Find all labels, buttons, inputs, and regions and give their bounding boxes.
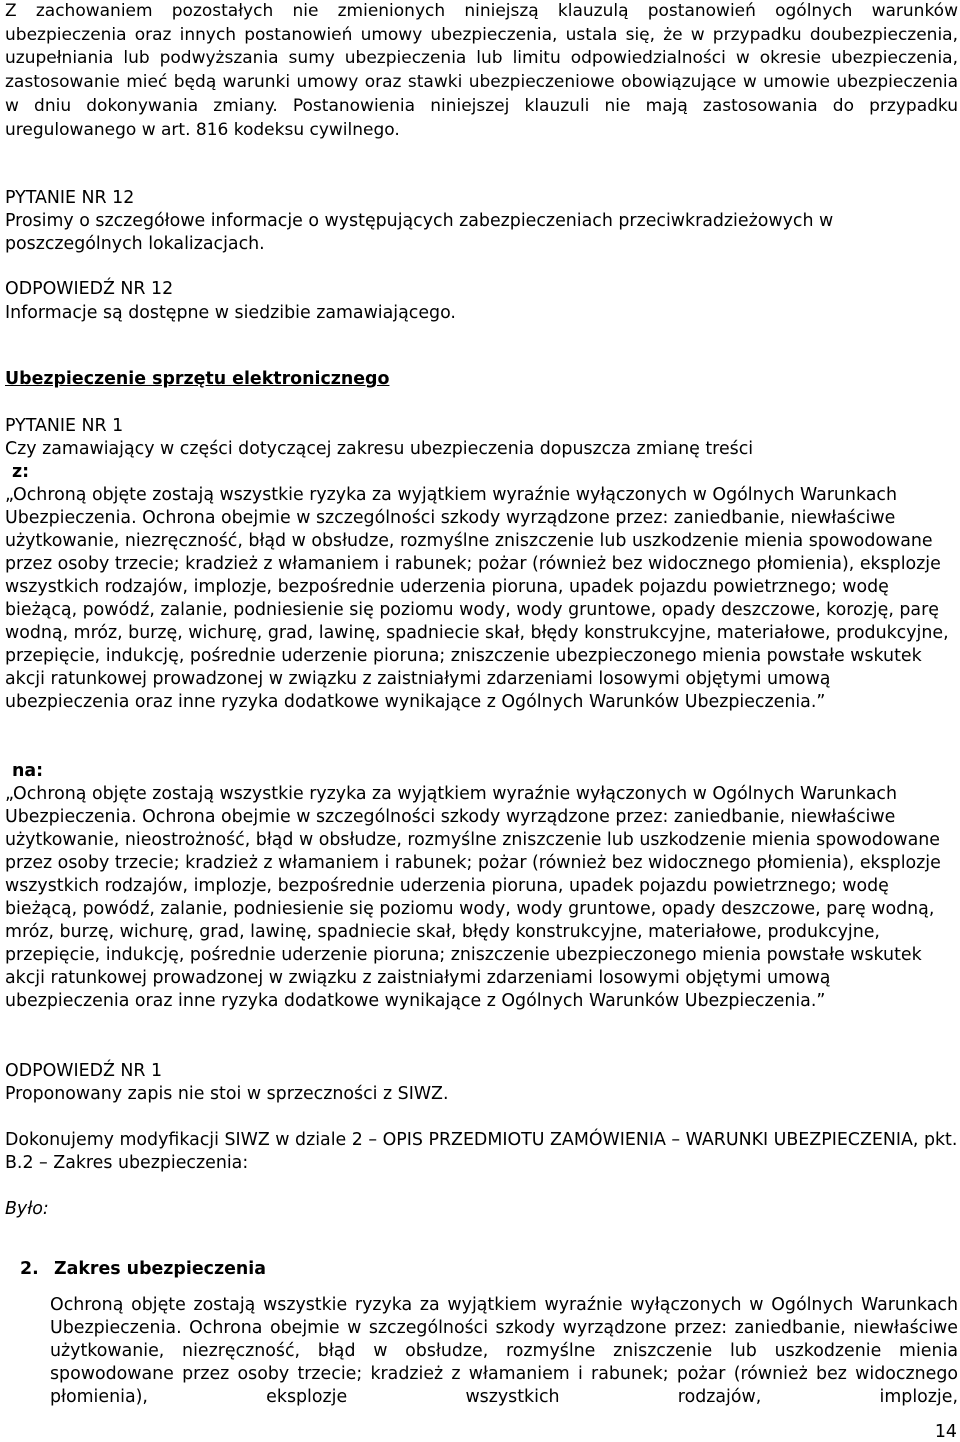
- change-from-label: z:: [12, 462, 30, 482]
- page-number: 14: [934, 1422, 957, 1442]
- question-12-heading: PYTANIE NR 12: [5, 188, 135, 208]
- zakres-title: Zakres ubezpieczenia: [54, 1259, 266, 1279]
- answer-12-text: Informacje są dostępne w siedzibie zamawiającego.: [5, 303, 456, 323]
- change-to-text: „Ochroną objęte zostają wszystkie ryzyka za wyjątkiem wyraźnie wyłączonych w Ogólnych Warunkach Ubezpieczenia. Ochrona obejmie w szczególności szkody wyrządzone przez: zaniedbanie, niewłaściwe użytkowanie, nieostrożność, błąd w obsłudze, rozmyślne zniszczenie lub uszkodzenie mienia spowodowane przez osoby trzecie; kradzież z włamaniem i rabunek; pożar (również bez widocznego płomienia), eksplozje wszystkich rodzajów, implozje, bezpośrednie uderzenia pioruna, upadek pojazdu powietrznego; wodę bieżącą, powódź, zalanie, podniesienie się poziomu wody, wody gruntowe, opady deszczowe, parę wodną, mróz, burzę, wichurę, grad, lawinę, spadniecie skał, błędy konstrukcyjne, materiałowe, produkcyjne, przepięcie, indukcję, pośrednie uderzenie pioruna; zniszczenie ubezpieczonego mienia powstałe wskutek akcji ratunkowej prowadzonej w związku z zaistniałymi zdarzeniami losowymi objętymi umową ubezpieczenia oraz inne ryzyka dodatkowe wynikające z Ogólnych Warunków Ubezpieczenia.”: [5, 784, 941, 1011]
- section-title: Ubezpieczenie sprzętu elektronicznego: [5, 369, 390, 389]
- modification-text: Dokonujemy modyfikacji SIWZ w dziale 2 – OPIS PRZEDMIOTU ZAMÓWIENIA – WARUNKI UBEZPIECZENIA, pkt. B.2 – Zakres ubezpieczenia:: [5, 1130, 958, 1173]
- intro-paragraph: Z zachowaniem pozostałych nie zmienionych niniejszą klauzulą postanowień ogólnych warunków ubezpieczenia oraz innych postanowień umowy ubezpieczenia, ustala się, że w przypadku doubezpieczenia, uzupełniania lub podwyższania sumy ubezpieczenia lub limitu odpowiedzialności w okresie ubezpieczenia, zastosowanie mieć będą warunki umowy oraz stawki ubezpieczeniowe obowiązujące w umowie ubezpieczenia w dniu dokonywania zmiany. Postanowienia niniejszej klauzuli nie mają zastosowania do przypadku uregulowanego w art. 816 kodeksu cywilnego.: [5, 1, 958, 140]
- answer-12-heading: ODPOWIEDŹ NR 12: [5, 279, 174, 299]
- was-label: Było:: [5, 1199, 49, 1219]
- answer-1-text: Proponowany zapis nie stoi w sprzeczności z SIWZ.: [5, 1084, 449, 1104]
- change-from-text: „Ochroną objęte zostają wszystkie ryzyka za wyjątkiem wyraźnie wyłączonych w Ogólnych Warunkach Ubezpieczenia. Ochrona obejmie w szczególności szkody wyrządzone przez: zaniedbanie, niewłaściwe użytkowanie, niezręczność, błąd w obsłudze, rozmyślne zniszczenie lub uszkodzenie mienia spowodowane przez osoby trzecie; kradzież z włamaniem i rabunek; pożar (również bez widocznego płomienia), eksplozje wszystkich rodzajów, implozje, bezpośrednie uderzenia pioruna, upadek pojazdu powietrznego; wodę bieżącą, powódź, zalanie, podniesienie się poziomu wody, wody gruntowe, opady deszczowe, korozję, parę wodną, mróz, burzę, wichurę, grad, lawinę, spadniecie skał, błędy konstrukcyjne, materiałowe, produkcyjne, przepięcie, indukcję, pośrednie uderzenie pioruna; zniszczenie ubezpieczonego mienia powstałe wskutek akcji ratunkowej prowadzonej w związku z zaistniałymi zdarzeniami losowymi objętymi umową ubezpieczenia oraz inne ryzyka dodatkowe wynikające z Ogólnych Warunków Ubezpieczenia.”: [5, 485, 949, 712]
- question-1-heading: PYTANIE NR 1: [5, 416, 124, 436]
- zakres-text: Ochroną objęte zostają wszystkie ryzyka za wyjątkiem wyraźnie wyłączonych w Ogólnych Warunkach Ubezpieczenia. Ochrona obejmie w szczególności szkody wyrządzone przez: zaniedbanie, niewłaściwe użytkowanie, niezręczność, błąd w obsłudze, rozmyślne zniszczenie lub uszkodzenie mienia spowodowane przez osoby trzecie; kradzież z włamaniem i rabunek; pożar (również bez widocznego płomienia), eksplozje wszystkich rodzajów, implozje,: [50, 1295, 958, 1407]
- question-12-text: Prosimy o szczegółowe informacje o występujących zabezpieczeniach przeciwkradzieżowych w poszczególnych lokalizacjach.: [5, 211, 834, 254]
- section-number: 2.: [20, 1259, 39, 1279]
- answer-1-heading: ODPOWIEDŹ NR 1: [5, 1061, 163, 1081]
- question-1-intro: Czy zamawiający w części dotyczącej zakresu ubezpieczenia dopuszcza zmianę treści: [5, 439, 754, 459]
- change-to-label: na:: [12, 761, 44, 781]
